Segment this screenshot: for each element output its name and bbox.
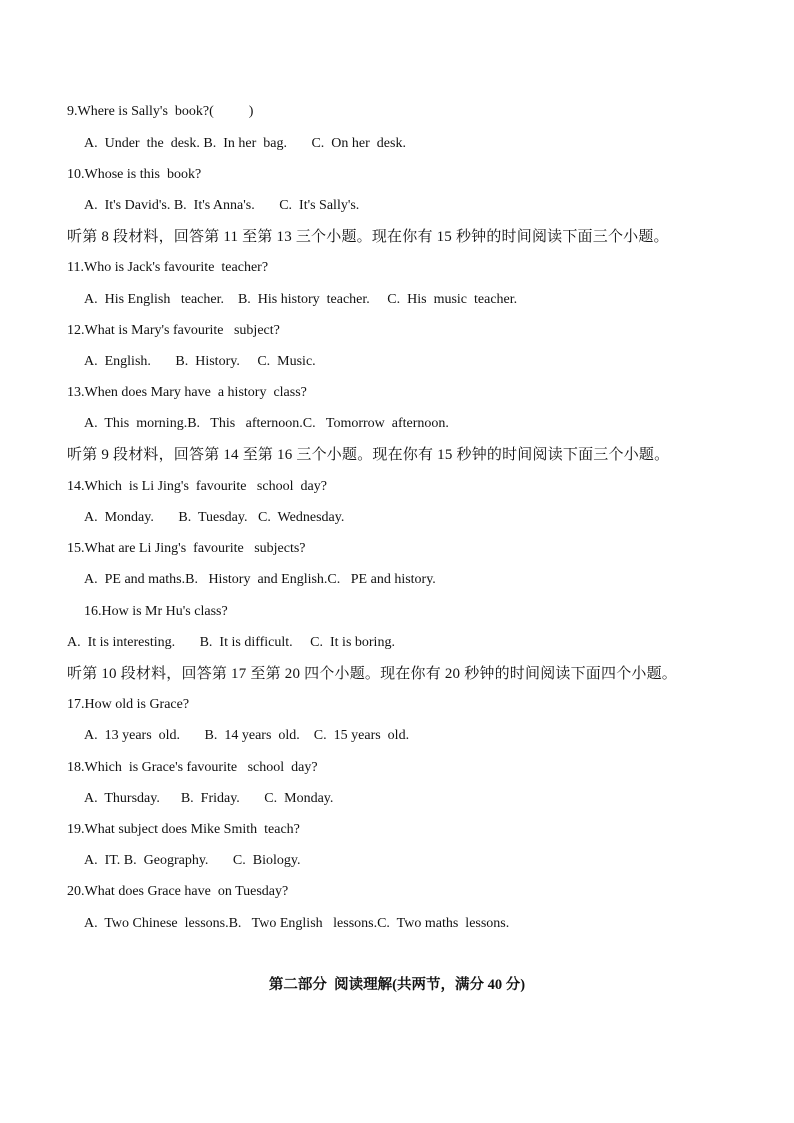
options-11: A. His English teacher. B. His history teacher. C. His music teacher. bbox=[84, 292, 518, 307]
options-9: A. Under the desk. B. In her bag. C. On her desk. bbox=[84, 136, 406, 151]
question-12: 12.What is Mary's favourite subject? bbox=[67, 323, 280, 338]
question-13: 13.When does Mary have a history class? bbox=[67, 385, 307, 400]
options-15: A. PE and maths.B. History and English.C. PE and history. bbox=[84, 572, 436, 587]
question-16: 16.How is Mr Hu's class? bbox=[84, 604, 228, 619]
options-19: A. IT. B. Geography. C. Biology. bbox=[84, 853, 301, 868]
options-13: A. This morning.B. This afternoon.C. Tomorrow afternoon. bbox=[84, 416, 449, 431]
instruction-material-10: 听第 10 段材料，回答第 17 至第 20 四个小题。现在你有 20 秒钟的时间阅读下面四个小题。 bbox=[67, 666, 678, 682]
question-11: 11.Who is Jack's favourite teacher? bbox=[67, 260, 269, 275]
options-18: A. Thursday. B. Friday. C. Monday. bbox=[84, 791, 334, 806]
question-14: 14.Which is Li Jing's favourite school day? bbox=[67, 479, 327, 494]
question-18: 18.Which is Grace's favourite school day? bbox=[67, 760, 318, 775]
options-17: A. 13 years old. B. 14 years old. C. 15 years old. bbox=[84, 728, 410, 743]
question-19: 19.What subject does Mike Smith teach? bbox=[67, 822, 300, 837]
options-12: A. English. B. History. C. Music. bbox=[84, 354, 316, 369]
options-20: A. Two Chinese lessons.B. Two English lessons.C. Two maths lessons. bbox=[84, 916, 510, 931]
question-17: 17.How old is Grace? bbox=[67, 697, 190, 712]
options-10: A. It's David's. B. It's Anna's. C. It's Sally's. bbox=[84, 198, 360, 213]
options-14: A. Monday. B. Tuesday. C. Wednesday. bbox=[84, 510, 345, 525]
instruction-material-9: 听第 9 段材料，回答第 14 至第 16 三个小题。现在你有 15 秒钟的时间阅读下面三个小题。 bbox=[67, 447, 670, 463]
question-15: 15.What are Li Jing's favourite subjects? bbox=[67, 541, 306, 556]
question-9: 9.Where is Sally's book?( ) bbox=[67, 104, 254, 119]
question-20: 20.What does Grace have on Tuesday? bbox=[67, 884, 289, 899]
options-16: A. It is interesting. B. It is difficult. C. It is boring. bbox=[67, 635, 395, 650]
instruction-material-8: 听第 8 段材料，回答第 11 至第 13 三个小题。现在你有 15 秒钟的时间阅读下面三个小题。 bbox=[67, 229, 669, 245]
section-heading: 第二部分 阅读理解(共两节，满分 40 分) bbox=[268, 977, 526, 993]
question-10: 10.Whose is this book? bbox=[67, 167, 202, 182]
